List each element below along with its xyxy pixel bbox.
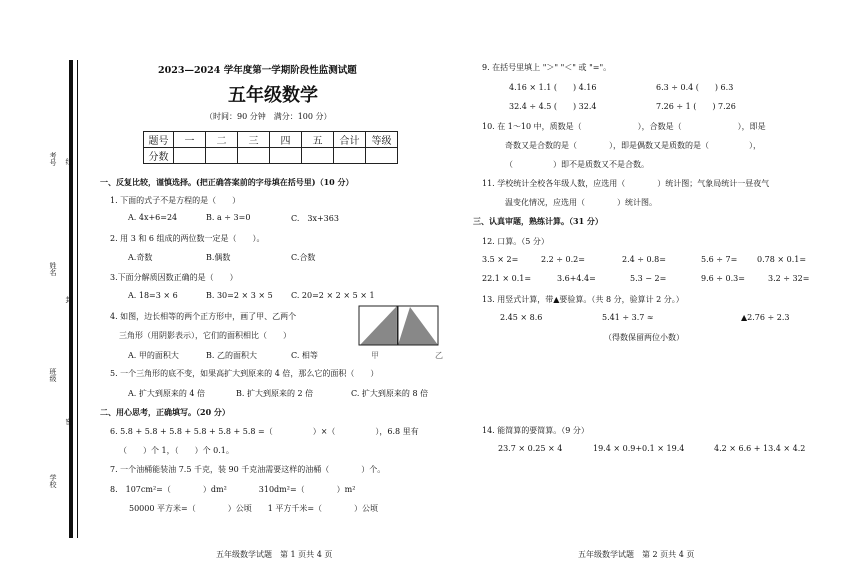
mental-math-item: 3.6+4.4= [557,274,596,283]
mental-math-item: 3.2 ÷ 32= [768,274,810,283]
q9-item: 7.26 ÷ 1 ( ) 7.26 [656,102,736,111]
q2-option-a: A.奇数 [128,253,153,262]
score-table-cell: 分数 [144,148,174,164]
mental-math-item: 22.1 × 0.1= [482,274,532,283]
question-4-line-2: 三角形（用阴影表示），它们的面积相比（ ） [119,331,291,340]
page-footer-right: 五年级数学试题 第 2 页共 4 页 [578,550,695,559]
q9-item: 32.4 ÷ 4.5 ( ) 32.4 [509,102,597,111]
score-table-cell: 一 [174,132,206,148]
q3-option-c: C. 20=2 × 2 × 5 × 1 [291,291,375,300]
q1-option-c: C. 3x+363 [291,214,339,223]
question-13: 13. 用竖式计算，带▲要验算。（共 8 分，验算计 2 分。） [482,295,684,304]
question-8-line-2: 50000 平方米=（ ）公顷 1 平方千米=（ ）公顷 [129,504,379,513]
figure-label-jia: 甲 [371,351,379,360]
score-table-cell: 合计 [334,132,366,148]
margin-secret-char: 密 [65,418,73,425]
q4-option-a: A. 甲的面积大 [128,351,179,360]
q1-option-a: A. 4x+6=24 [128,213,178,222]
triangle-jia [360,307,396,345]
section-2-heading: 二、用心思考，正确填写。（20 分） [100,407,230,417]
q2-option-c: C.合数 [291,253,316,262]
question-10-line-3: （ ）即不是质数又不是合数。 [505,160,649,169]
mental-math-item: 5.3 − 2= [630,274,667,283]
score-table-cell: 二 [206,132,238,148]
q9-item: 4.16 × 1.1 ( ) 4.16 [509,83,597,92]
question-6-line-1: 6. 5.8 + 5.8 + 5.8 + 5.8 + 5.8 + 5.8 =（ ）×（ ），6.8 里有 [110,427,419,436]
vertical-calc-item: ▲2.76 ÷ 2.3 [741,313,790,322]
score-entry-cell[interactable] [302,148,334,164]
mental-math-item: 9.6 ÷ 0.3= [701,274,745,283]
q4-option-b: B. 乙的面积大 [206,351,257,360]
score-table-cell: 三 [238,132,270,148]
margin-line-char: 线 [65,158,73,165]
mental-math-item: 2.2 ÷ 0.2= [541,255,585,264]
score-table-cell: 四 [270,132,302,148]
question-5: 5. 一个三角形的底不变，如果高扩大到原来的 4 倍，那么它的面积（ ） [110,369,379,378]
score-entry-cell[interactable] [334,148,366,164]
simplify-item: 19.4 × 0.9+0.1 × 19.4 [593,444,685,453]
question-7: 7. 一个油桶能装油 7.5 千克，装 90 千克油需要这样的油桶（ ）个。 [110,465,386,474]
score-table [143,131,398,164]
simplify-item: 23.7 × 0.25 × 4 [498,444,563,453]
score-entry-cell[interactable] [174,148,206,164]
mental-math-item: 3.5 × 2= [482,255,519,264]
score-table-score-row [144,148,398,164]
q3-option-b: B. 30=2 × 3 × 5 [206,291,273,300]
mental-math-item: 0.78 × 0.1= [757,255,807,264]
score-table-cell: 等级 [366,132,398,148]
binding-line-inner [77,60,78,538]
exam-info: （时间：90 分钟 满分：100 分） [205,112,332,121]
triangle-yi [398,307,438,345]
q4-option-c: C. 相等 [291,351,318,360]
figure-label-yi: 乙 [435,351,443,360]
mental-math-item: 5.6 ÷ 7= [701,255,738,264]
q3-option-a: A. 18=3 × 6 [128,291,178,300]
q1-option-b: B. a ÷ 3=0 [206,213,251,222]
subject-title: 五年级数学 [228,85,318,106]
score-table-cell: 题号 [144,132,174,148]
margin-class-label: 班级 [49,368,57,382]
simplify-item: 4.2 × 6.6 + 13.4 × 4.2 [714,444,806,453]
exam-title: 2023—2024 学年度第一学期阶段性监测试题 [158,65,357,76]
score-table-header-row [144,132,398,148]
question-11-line-1: 11. 学校统计全校各年级人数，应选用（ ）统计图；气象局统计一昼夜气 [482,179,770,188]
margin-school-label: 学校 [49,474,57,488]
score-entry-cell[interactable] [238,148,270,164]
q5-option-b: B. 扩大到原来的 2 倍 [236,389,314,398]
question-14: 14. 能简算的要简算。（9 分） [482,426,589,435]
question-12: 12. 口算。（5 分） [482,237,549,246]
score-table-cell: 五 [302,132,334,148]
mental-math-item: 2.4 ÷ 0.8= [622,255,666,264]
score-entry-cell[interactable] [206,148,238,164]
score-entry-cell[interactable] [366,148,398,164]
margin-seal-char: 封 [65,296,73,303]
q9-item: 6.3 ÷ 0.4 ( ) 6.3 [656,83,734,92]
question-10-line-2: 奇数又是合数的是（ ），即是偶数又是质数的是（ ）， [505,141,761,150]
question-10-line-1: 10. 在 1～10 中，质数是（ ），合数是（ ），即是 [482,122,766,131]
vertical-calc-item: 5.41 ÷ 3.7 ≈ [602,313,654,322]
score-entry-cell[interactable] [270,148,302,164]
q5-option-a: A. 扩大到原来的 4 倍 [128,389,206,398]
margin-exam-number-label: 考号 [49,152,57,166]
question-3: 3.下面分解质因数正确的是（ ） [110,273,238,282]
margin-name-label: 姓名 [49,262,57,276]
question-4-line-1: 4. 如图，边长相等的两个正方形中，画了甲、乙两个 [110,312,297,321]
question-11-line-2: 温变化情况，应选用（ ）统计图。 [505,198,657,207]
question-8-line-1: 8. 107cm²=（ ）dm² 310dm²=（ ）m² [110,485,356,494]
question-6-line-2: （ ）个 1，（ ）个 0.1。 [119,446,234,455]
vertical-calc-item: 2.45 × 8.6 [500,313,543,322]
section-1-heading: 一、反复比较，谨慎选择。(把正确答案前的字母填在括号里)（10 分） [100,177,354,187]
q13-rounding-note: （得数保留两位小数） [604,333,684,342]
page-footer-left: 五年级数学试题 第 1 页共 4 页 [216,550,333,559]
section-3-heading: 三、认真审题，熟练计算。（31 分） [473,216,603,226]
question-9: 9. 在括号里填上 "＞" "＜" 或 "="。 [482,63,612,72]
two-squares-figure [358,305,440,347]
question-2: 2. 用 3 和 6 组成的两位数一定是（ ）。 [110,234,265,243]
q5-option-c: C. 扩大到原来的 8 倍 [351,389,429,398]
question-1: 1. 下面的式子不是方程的是（ ） [110,196,241,205]
q2-option-b: B.偶数 [206,253,231,262]
